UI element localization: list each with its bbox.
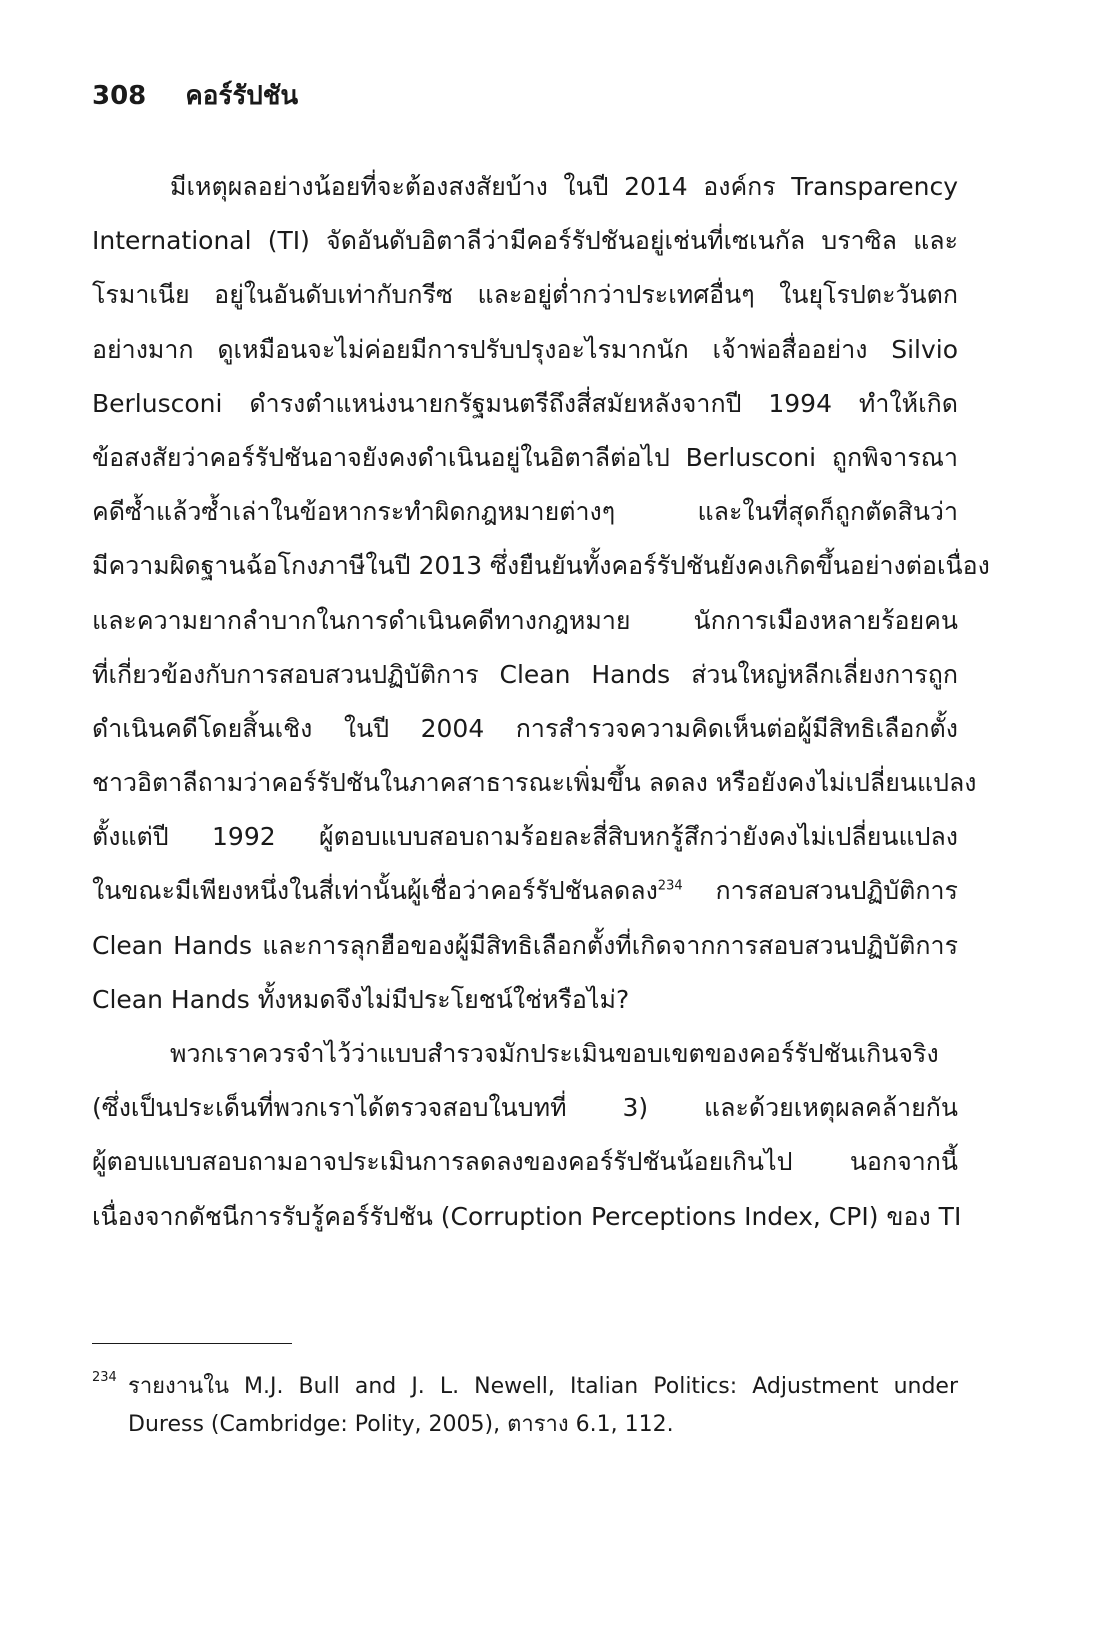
paragraph-line: เนื่องจากดัชนีการรับรู้คอร์รัปชัน (Corruption Perceptions Index, CPI) ของ TI	[92, 1201, 962, 1231]
paragraph-line: International (TI) จัดอันดับอิตาลีว่ามีคอร์รัปชันอยู่เช่นที่เซเนกัล บราซิล และ	[92, 226, 958, 256]
paragraph-line: มีเหตุผลอย่างน้อยที่จะต้องสงสัยบ้าง ในปี 2014 องค์กร Transparency	[170, 172, 958, 201]
line-text-before-footnote: ในขณะมีเพียงหนึ่งในสี่เท่านั้นผู้เชื่อว่าคอร์รัปชันลดลง	[92, 876, 658, 906]
paragraph-line: Clean Hands และการลุกฮือของผู้มีสิทธิเลือกตั้งที่เกิดจากการสอบสวนปฏิบัติการ	[92, 930, 958, 960]
paragraph-line: อย่างมาก ดูเหมือนจะไม่ค่อยมีการปรับปรุงอะไรมากนัก เจ้าพ่อสื่ออย่าง Silvio	[92, 334, 958, 364]
paragraph-line: ชาวอิตาลีถามว่าคอร์รัปชันในภาคสาธารณะเพิ่มขึ้น ลดลง หรือยังคงไม่เปลี่ยนแปลง	[92, 768, 977, 798]
footnote-reference[interactable]: 234	[657, 879, 683, 895]
paragraph-line: มีความผิดฐานฉ้อโกงภาษีในปี 2013 ซึ่งยืนยันทั้งคอร์รัปชันยังคงเกิดขึ้นอย่างต่อเนื่อง	[92, 551, 990, 581]
paragraph-line: ที่เกี่ยวข้องกับการสอบสวนปฏิบัติการ Clean Hands ส่วนใหญ่หลีกเลี่ยงการถูก	[92, 659, 958, 689]
footnote	[92, 1368, 958, 1444]
paragraph-line: คดีซ้ำแล้วซ้ำเล่าในข้อหากระทำผิดกฎหมายต่างๆ และในที่สุดก็ถูกตัดสินว่า	[92, 497, 958, 527]
running-title: คอร์รัปชัน	[185, 81, 299, 111]
paragraph-line: (ซึ่งเป็นประเด็นที่พวกเราได้ตรวจสอบในบทที่ 3) และด้วยเหตุผลคล้ายกัน	[92, 1093, 958, 1123]
footnote-divider	[92, 1343, 292, 1344]
running-header	[92, 76, 298, 116]
paragraph-line: ดำเนินคดีโดยสิ้นเชิง ในปี 2004 การสำรวจความคิดเห็นต่อผู้มีสิทธิเลือกตั้ง	[92, 713, 958, 743]
body-text	[92, 160, 990, 1244]
line-text-after-footnote: การสอบสวนปฏิบัติการ	[682, 876, 958, 906]
footnote-line: Duress (Cambridge: Polity, 2005), ตาราง 6.1, 112.	[128, 1412, 674, 1437]
paragraph-line: และความยากลำบากในการดำเนินคดีทางกฎหมาย นักการเมืองหลายร้อยคน	[92, 605, 958, 635]
paragraph-line-with-footnote	[92, 864, 958, 918]
paragraph-line: Clean Hands ทั้งหมดจึงไม่มีประโยชน์ใช่หรือไม่?	[92, 984, 630, 1014]
footnote-number: 234	[92, 1370, 117, 1385]
paragraph-line: ผู้ตอบแบบสอบถามอาจประเมินการลดลงของคอร์รัปชันน้อยเกินไป นอกจากนี้	[92, 1147, 958, 1177]
footnote-line: รายงานใน M.J. Bull and J. L. Newell, Italian Politics: Adjustment under	[128, 1374, 958, 1399]
paragraph-line: ข้อสงสัยว่าคอร์รัปชันอาจยังคงดำเนินอยู่ในอิตาลีต่อไป Berlusconi ถูกพิจารณา	[92, 442, 958, 472]
paragraph-line: ตั้งแต่ปี 1992 ผู้ตอบแบบสอบถามร้อยละสี่สิบหกรู้สึกว่ายังคงไม่เปลี่ยนแปลง	[92, 822, 958, 852]
paragraph-line: พวกเราควรจำไว้ว่าแบบสำรวจมักประเมินขอบเขตของคอร์รัปชันเกินจริง	[170, 1039, 939, 1068]
paragraph-line: Berlusconi ดำรงตำแหน่งนายกรัฐมนตรีถึงสี่สมัยหลังจากปี 1994 ทำให้เกิด	[92, 388, 958, 418]
page-number: 308	[92, 81, 147, 111]
paragraph-line: โรมาเนีย อยู่ในอันดับเท่ากับกรีซ และอยู่ต่ำกว่าประเทศอื่นๆ ในยุโรปตะวันตก	[92, 280, 958, 310]
